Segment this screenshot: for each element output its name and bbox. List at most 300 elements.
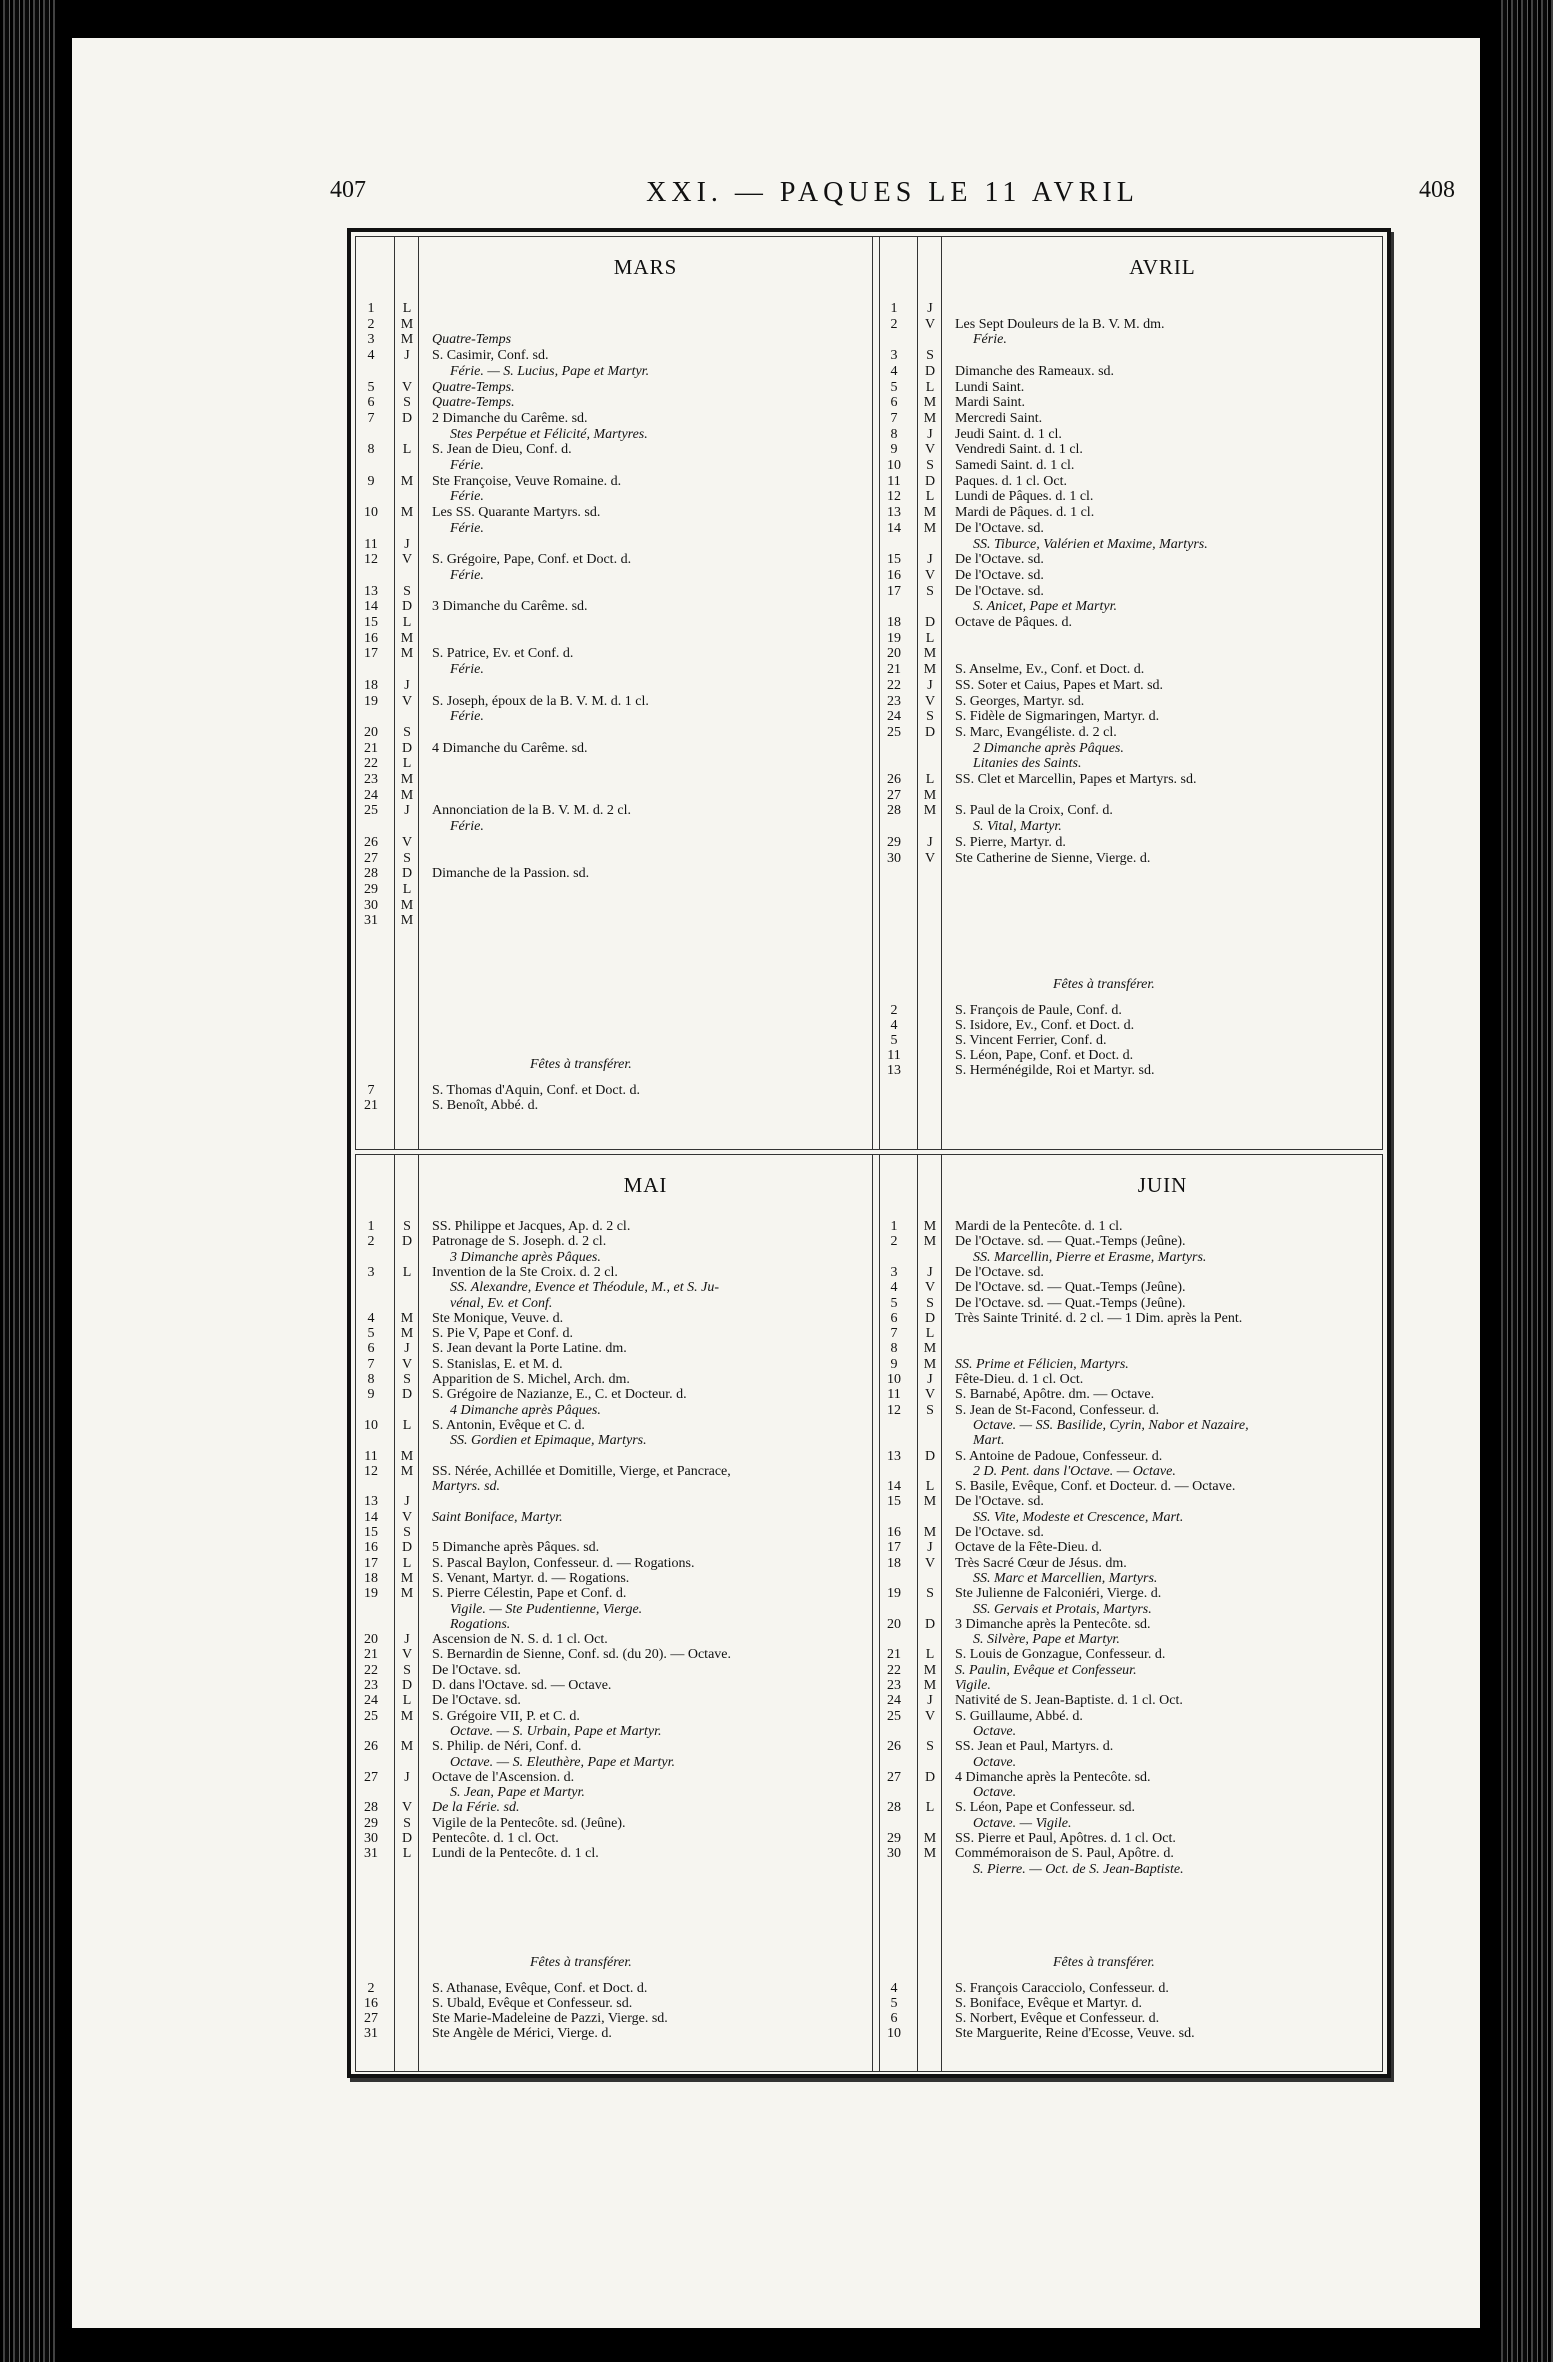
calendar-row: [356, 552, 871, 567]
feast-text: Annonciation de la B. V. M. d. 2 cl.: [432, 803, 631, 819]
calendar-row: [356, 348, 871, 363]
calendar-row: [879, 756, 1382, 771]
day-number: 29: [364, 881, 378, 897]
calendar-row: [879, 395, 1382, 410]
calendar-row: [879, 1800, 1382, 1815]
weekday-letter: V: [401, 1800, 413, 1816]
feast-text: Pentecôte. d. 1 cl. Oct.: [432, 1831, 559, 1846]
weekday-letter: D: [924, 1769, 936, 1785]
calendar-row: [356, 631, 871, 646]
calendar-row: [879, 1678, 1382, 1693]
calendar-row: [356, 1632, 871, 1647]
feast-text: SS. Pierre et Paul, Apôtres. d. 1 cl. Oct.: [955, 1831, 1176, 1846]
feast-text: SS. Clet et Marcellin, Papes et Martyrs. sd.: [955, 772, 1197, 787]
weekday-letter: V: [924, 1708, 936, 1724]
calendar-row: [879, 646, 1382, 661]
day-number: 16: [887, 567, 901, 583]
weekday-letter: V: [401, 1647, 413, 1663]
weekday-letter: V: [401, 1509, 413, 1525]
day-number: 2: [367, 316, 375, 332]
weekday-letter: J: [404, 803, 410, 819]
day-number: 13: [364, 1494, 378, 1510]
calendar-row: [879, 725, 1382, 740]
day-number: 22: [887, 1662, 901, 1678]
day-number: 27: [887, 1769, 901, 1785]
weekday-letter: M: [400, 1310, 414, 1326]
calendar-row: [356, 788, 871, 803]
calendar-row: [356, 1770, 871, 1785]
transfer-heading: Fêtes à transférer.: [530, 1955, 632, 1970]
calendar-row: [356, 1250, 871, 1265]
weekday-letter: V: [924, 316, 936, 332]
weekday-letter: S: [403, 1525, 411, 1540]
month-name: AVRIL: [1129, 255, 1196, 279]
day-number: 11: [887, 1387, 901, 1403]
calendar-row: [356, 1525, 871, 1540]
weekday-letter: D: [401, 599, 413, 615]
calendar-row: [879, 521, 1382, 536]
feast-text: S. Pierre Célestin, Pape et Conf. d.: [432, 1586, 627, 1602]
calendar-row: [356, 678, 871, 693]
calendar-row: [356, 1219, 871, 1234]
feast-text: S. Paul de la Croix, Conf. d.: [955, 803, 1113, 819]
calendar-row: [879, 1494, 1382, 1509]
feast-text: Octave.: [973, 1723, 1017, 1739]
feast-text: S. Grégoire, Pape, Conf. et Doct. d.: [432, 552, 632, 568]
weekday-letter: L: [925, 379, 935, 395]
calendar-row: [356, 521, 871, 536]
weekday-letter: D: [401, 740, 413, 756]
calendar-row: [879, 1372, 1382, 1387]
feast-text: 3 Dimanche après la Pentecôte. sd.: [955, 1616, 1151, 1632]
calendar-row: [879, 1540, 1382, 1555]
feast-text: De l'Octave. sd.: [432, 1693, 521, 1709]
day-number: 16: [364, 630, 378, 646]
calendar-row: [356, 380, 871, 395]
weekday-letter: L: [402, 1555, 412, 1571]
transfer-text: S. Benoît, Abbé. d.: [432, 1098, 539, 1113]
calendar-row: [879, 1449, 1382, 1464]
weekday-letter: V: [924, 442, 936, 458]
transfer-row: [879, 1018, 1382, 1033]
weekday-letter: L: [402, 1846, 412, 1862]
calendar-row: [879, 301, 1382, 316]
weekday-letter: M: [400, 1739, 414, 1755]
weekday-letter: M: [923, 1846, 937, 1862]
day-number: 31: [364, 913, 378, 929]
calendar-row: [356, 756, 871, 771]
feast-text: S. Stanislas, E. et M. d.: [432, 1356, 563, 1372]
calendar-row: [356, 584, 871, 599]
day-number: 19: [887, 1586, 901, 1602]
day-number: 5: [890, 379, 898, 395]
feast-text: De la Férie. sd.: [432, 1800, 520, 1816]
calendar-row: [356, 725, 871, 740]
feast-text: Très Sacré Cœur de Jésus. dm.: [955, 1555, 1127, 1571]
transfer-day: 21: [364, 1098, 378, 1113]
feast-text: De l'Octave. sd.: [955, 1525, 1044, 1540]
calendar-row: [356, 1326, 871, 1341]
weekday-letter: M: [923, 410, 937, 426]
transfer-day: 5: [890, 1033, 898, 1048]
calendar-row: [879, 599, 1382, 614]
transfer-day: 31: [364, 2026, 378, 2041]
calendar-row: [356, 537, 871, 552]
weekday-letter: J: [404, 1769, 410, 1785]
weekday-letter: V: [401, 379, 413, 395]
feast-text: 2 D. Pent. dans l'Octave. — Octave.: [973, 1463, 1176, 1479]
calendar-row: [879, 1219, 1382, 1234]
page-title: XXI. — PAQUES LE 11 AVRIL: [646, 177, 1139, 208]
day-number: 8: [367, 442, 375, 458]
weekday-letter: J: [927, 552, 933, 568]
feast-text: S. Grégoire VII, P. et C. d.: [432, 1708, 580, 1724]
feast-text: S. Silvère, Pape et Martyr.: [973, 1632, 1120, 1648]
weekday-letter: S: [403, 724, 411, 740]
calendar-row: [879, 1739, 1382, 1754]
calendar-row: [356, 599, 871, 614]
weekday-letter: V: [924, 567, 936, 583]
feast-text: Dimanche de la Passion. sd.: [432, 866, 590, 882]
calendar-row: [356, 332, 871, 347]
weekday-letter: J: [927, 1264, 933, 1280]
feast-text: Lundi Saint.: [955, 379, 1025, 395]
transfer-text: S. Isidore, Ev., Conf. et Doct. d.: [955, 1018, 1135, 1033]
calendar-row: [879, 1663, 1382, 1678]
day-number: 7: [890, 1326, 898, 1342]
calendar-row: [356, 709, 871, 724]
feast-text: S. Joseph, époux de la B. V. M. d. 1 cl.: [432, 693, 649, 709]
weekday-letter: S: [403, 1372, 411, 1387]
day-number: 28: [887, 803, 901, 819]
feast-text: Rogations.: [450, 1616, 511, 1632]
transfer-heading: Fêtes à transférer.: [1053, 977, 1155, 992]
feast-text: De l'Octave. sd.: [955, 567, 1044, 583]
feast-text: SS. Soter et Caius, Papes et Mart. sd.: [955, 677, 1164, 693]
calendar-row: [879, 819, 1382, 834]
transfer-text: Ste Marie-Madeleine de Pazzi, Vierge. sd.: [432, 2011, 668, 2026]
day-number: 19: [364, 693, 378, 709]
transfer-text: S. François de Paule, Conf. d.: [955, 1003, 1122, 1018]
calendar-row: [356, 1586, 871, 1601]
day-number: 23: [364, 1678, 378, 1693]
feast-text: 2 Dimanche après Pâques.: [973, 740, 1124, 756]
day-number: 29: [887, 834, 901, 850]
day-number: 13: [887, 505, 901, 521]
calendar-row: [879, 1311, 1382, 1326]
page-number-right: 408: [1419, 177, 1455, 203]
feast-text: S. Pie V, Pape et Conf. d.: [432, 1326, 574, 1342]
calendar-row: [356, 851, 871, 866]
calendar-row: [879, 1403, 1382, 1418]
feast-text: S. Antonin, Evêque et C. d.: [432, 1417, 585, 1433]
calendar-row: [356, 427, 871, 442]
day-number: 12: [887, 1402, 901, 1418]
feast-text: S. Barnabé, Apôtre. dm. — Octave.: [955, 1387, 1155, 1403]
weekday-letter: M: [923, 1678, 937, 1693]
day-number: 3: [367, 332, 375, 348]
day-number: 15: [364, 615, 378, 630]
calendar-row: [879, 1510, 1382, 1525]
weekday-letter: M: [400, 772, 414, 787]
day-number: 7: [367, 410, 375, 426]
month-column-mai: [356, 1155, 871, 2071]
weekday-letter: M: [400, 1448, 414, 1464]
calendar-row: [356, 1479, 871, 1494]
day-number: 8: [890, 1341, 898, 1357]
feast-text: Octave. — S. Eleuthère, Pape et Martyr.: [450, 1754, 675, 1770]
day-number: 31: [364, 1846, 378, 1862]
calendar-row: [356, 835, 871, 850]
transfer-row: [879, 2026, 1382, 2041]
weekday-letter: M: [400, 1586, 414, 1602]
feast-text: vénal, Ev. et Conf.: [450, 1295, 553, 1311]
day-number: 18: [887, 1555, 901, 1571]
calendar-row: [879, 615, 1382, 630]
day-number: 24: [887, 709, 901, 725]
day-number: 2: [890, 1234, 898, 1250]
weekday-letter: V: [924, 1280, 936, 1296]
calendar-row: [356, 646, 871, 661]
day-number: 24: [887, 1693, 901, 1709]
feast-text: S. Basile, Evêque, Conf. et Docteur. d. — Octave.: [955, 1479, 1236, 1495]
feast-text: De l'Octave. sd.: [955, 583, 1044, 599]
calendar-row: [356, 1494, 871, 1509]
calendar-row: [879, 694, 1382, 709]
feast-text: 3 Dimanche après Pâques.: [450, 1249, 601, 1265]
feast-text: Samedi Saint. d. 1 cl.: [955, 458, 1075, 473]
day-number: 6: [367, 395, 375, 411]
day-number: 30: [887, 1846, 901, 1862]
weekday-letter: S: [403, 1219, 411, 1234]
feast-text: Octave.: [973, 1785, 1017, 1801]
calendar-row: [356, 1418, 871, 1433]
feast-text: Patronage de S. Joseph. d. 2 cl.: [432, 1234, 607, 1250]
transfer-day: 13: [887, 1063, 901, 1078]
feast-text: Nativité de S. Jean-Baptiste. d. 1 cl. Oct.: [955, 1693, 1183, 1709]
weekday-letter: S: [926, 458, 934, 473]
calendar-row: [879, 317, 1382, 332]
day-number: 5: [367, 379, 375, 395]
feast-text: D. dans l'Octave. sd. — Octave.: [432, 1678, 612, 1693]
calendar-row: [879, 741, 1382, 756]
weekday-letter: S: [926, 1295, 934, 1311]
calendar-row: [356, 1372, 871, 1387]
feast-text: 5 Dimanche après Pâques. sd.: [432, 1540, 600, 1556]
weekday-letter: J: [927, 1372, 933, 1387]
transfer-text: S. Thomas d'Aquin, Conf. et Doct. d.: [432, 1083, 640, 1098]
calendar-row: [356, 1739, 871, 1754]
scan-noise-right: [1498, 0, 1553, 2362]
transfer-day: 10: [887, 2026, 901, 2041]
calendar-row: [356, 1785, 871, 1800]
day-number: 13: [364, 583, 378, 599]
page-number-left: 407: [330, 177, 366, 203]
calendar-row: [879, 427, 1382, 442]
day-number: 14: [887, 520, 901, 536]
calendar-row: [356, 1387, 871, 1402]
feast-text: S. Jean, Pape et Martyr.: [450, 1785, 585, 1801]
weekday-letter: D: [401, 1678, 413, 1693]
calendar-row: [879, 1647, 1382, 1662]
feast-text: SS. Nérée, Achillée et Domitille, Vierge, et Pancrace,: [432, 1463, 731, 1479]
calendar-row: [879, 537, 1382, 552]
weekday-letter: L: [402, 301, 412, 316]
calendar-row: [879, 1846, 1382, 1861]
calendar-row: [879, 1418, 1382, 1433]
weekday-letter: V: [924, 1555, 936, 1571]
weekday-letter: S: [403, 1662, 411, 1678]
feast-text: S. Pierre, Martyr. d.: [955, 834, 1066, 850]
day-number: 17: [887, 1540, 901, 1556]
calendar-row: [356, 1510, 871, 1525]
day-number: 5: [890, 1295, 898, 1311]
transfer-row: [879, 1048, 1382, 1063]
day-number: 26: [364, 1739, 378, 1755]
calendar-row: [356, 1846, 871, 1861]
calendar-row: [879, 835, 1382, 850]
calendar-row: [879, 678, 1382, 693]
month-name: JUIN: [1137, 1173, 1188, 1197]
transfer-day: 5: [890, 1996, 898, 2011]
feast-text: S. Georges, Martyr. sd.: [955, 693, 1085, 709]
day-number: 2: [367, 1234, 375, 1250]
day-number: 10: [887, 1372, 901, 1387]
feast-text: Férie.: [450, 819, 484, 835]
calendar-row: [879, 1250, 1382, 1265]
calendar-row: [356, 301, 871, 316]
day-number: 28: [364, 1800, 378, 1816]
weekday-letter: S: [403, 850, 411, 866]
feast-text: Mardi de Pâques. d. 1 cl.: [955, 505, 1095, 521]
transfer-row: [356, 1981, 871, 1996]
calendar-row: [879, 474, 1382, 489]
weekday-letter: S: [403, 1815, 411, 1831]
weekday-letter: J: [927, 301, 933, 316]
calendar-row: [356, 1556, 871, 1571]
calendar-row: [356, 1464, 871, 1479]
calendar-frame: [347, 228, 1391, 2078]
day-number: 7: [890, 410, 898, 426]
weekday-letter: M: [923, 1662, 937, 1678]
day-number: 21: [887, 1647, 901, 1663]
day-number: 22: [364, 756, 378, 772]
calendar-row: [356, 1693, 871, 1708]
transfer-day: 11: [887, 1048, 901, 1063]
calendar-row: [879, 1556, 1382, 1571]
weekday-letter: M: [923, 1356, 937, 1372]
calendar-row: [356, 819, 871, 834]
feast-text: Commémoraison de S. Paul, Apôtre. d.: [955, 1846, 1174, 1862]
weekday-letter: M: [400, 505, 414, 521]
day-number: 4: [890, 363, 898, 379]
transfer-row: [879, 1003, 1382, 1018]
transfer-row: [879, 1981, 1382, 1996]
feast-text: Jeudi Saint. d. 1 cl.: [955, 426, 1062, 442]
day-number: 22: [364, 1662, 378, 1678]
feast-text: SS. Tiburce, Valérien et Maxime, Martyrs.: [973, 536, 1208, 552]
day-number: 2: [890, 316, 898, 332]
feast-text: Fête-Dieu. d. 1 cl. Oct.: [955, 1372, 1084, 1387]
transfer-text: S. Léon, Pape, Conf. et Doct. d.: [955, 1048, 1134, 1063]
day-number: 1: [367, 301, 375, 316]
day-number: 8: [367, 1372, 375, 1387]
weekday-letter: V: [401, 1356, 413, 1372]
day-number: 19: [887, 630, 901, 646]
feast-text: Férie.: [450, 567, 484, 583]
feast-text: Dimanche des Rameaux. sd.: [955, 363, 1115, 379]
weekday-letter: M: [923, 505, 937, 521]
day-number: 20: [364, 1632, 378, 1648]
feast-text: SS. Marcellin, Pierre et Erasme, Martyrs.: [973, 1249, 1207, 1265]
calendar-row: [356, 1265, 871, 1280]
day-number: 26: [887, 772, 901, 787]
feast-text: S. Marc, Evangéliste. d. 2 cl.: [955, 724, 1117, 740]
feast-text: Mardi de la Pentecôte. d. 1 cl.: [955, 1219, 1123, 1234]
transfer-text: S. François Caracciolo, Confesseur. d.: [955, 1981, 1169, 1996]
weekday-letter: L: [402, 756, 412, 772]
calendar-row: [879, 1265, 1382, 1280]
day-number: 9: [367, 473, 375, 489]
weekday-letter: L: [925, 1479, 935, 1495]
calendar-row: [356, 803, 871, 818]
feast-text: S. Pierre. — Oct. de S. Jean-Baptiste.: [973, 1861, 1184, 1877]
calendar-row: [879, 1755, 1382, 1770]
weekday-letter: M: [923, 1234, 937, 1250]
calendar-row: [879, 1280, 1382, 1295]
feast-text: Octave de l'Ascension. d.: [432, 1769, 575, 1785]
calendar-row: [356, 898, 871, 913]
feast-text: Octave.: [973, 1754, 1017, 1770]
calendar-row: [879, 662, 1382, 677]
feast-text: Mart.: [973, 1433, 1005, 1449]
day-number: 12: [887, 489, 901, 505]
feast-text: S. Casimir, Conf. sd.: [432, 348, 549, 364]
feast-text: SS. Philippe et Jacques, Ap. d. 2 cl.: [432, 1219, 631, 1234]
transfer-text: S. Vincent Ferrier, Conf. d.: [955, 1033, 1107, 1048]
weekday-letter: M: [923, 1525, 937, 1540]
transfer-row: [879, 1996, 1382, 2011]
transfer-text: Ste Angèle de Mérici, Vierge. d.: [432, 2026, 612, 2041]
day-number: 13: [887, 1448, 901, 1464]
day-number: 11: [887, 473, 901, 489]
calendar-row: [879, 1709, 1382, 1724]
scan-noise-left: [0, 0, 55, 2362]
day-number: 27: [364, 850, 378, 866]
transfer-heading: Fêtes à transférer.: [1053, 1955, 1155, 1970]
feast-text: Férie. — S. Lucius, Pape et Martyr.: [450, 363, 650, 379]
day-number: 17: [364, 1555, 378, 1571]
calendar-row: [879, 1341, 1382, 1356]
calendar-row: [879, 364, 1382, 379]
weekday-letter: M: [400, 897, 414, 913]
calendar-row: [356, 1296, 871, 1311]
day-number: 28: [364, 866, 378, 882]
calendar-row: [879, 1571, 1382, 1586]
day-number: 6: [890, 395, 898, 411]
day-number: 18: [364, 677, 378, 693]
feast-text: De l'Octave. sd. — Quat.-Temps (Jeûne).: [955, 1234, 1186, 1250]
calendar-row: [356, 741, 871, 756]
feast-text: 4 Dimanche du Carême. sd.: [432, 740, 588, 756]
feast-text: Vendredi Saint. d. 1 cl.: [955, 442, 1083, 458]
calendar-row: [356, 1816, 871, 1831]
day-number: 10: [887, 458, 901, 473]
day-number: 6: [367, 1341, 375, 1357]
calendar-row: [356, 411, 871, 426]
transfer-day: 4: [890, 1981, 898, 1996]
day-number: 27: [887, 787, 901, 803]
